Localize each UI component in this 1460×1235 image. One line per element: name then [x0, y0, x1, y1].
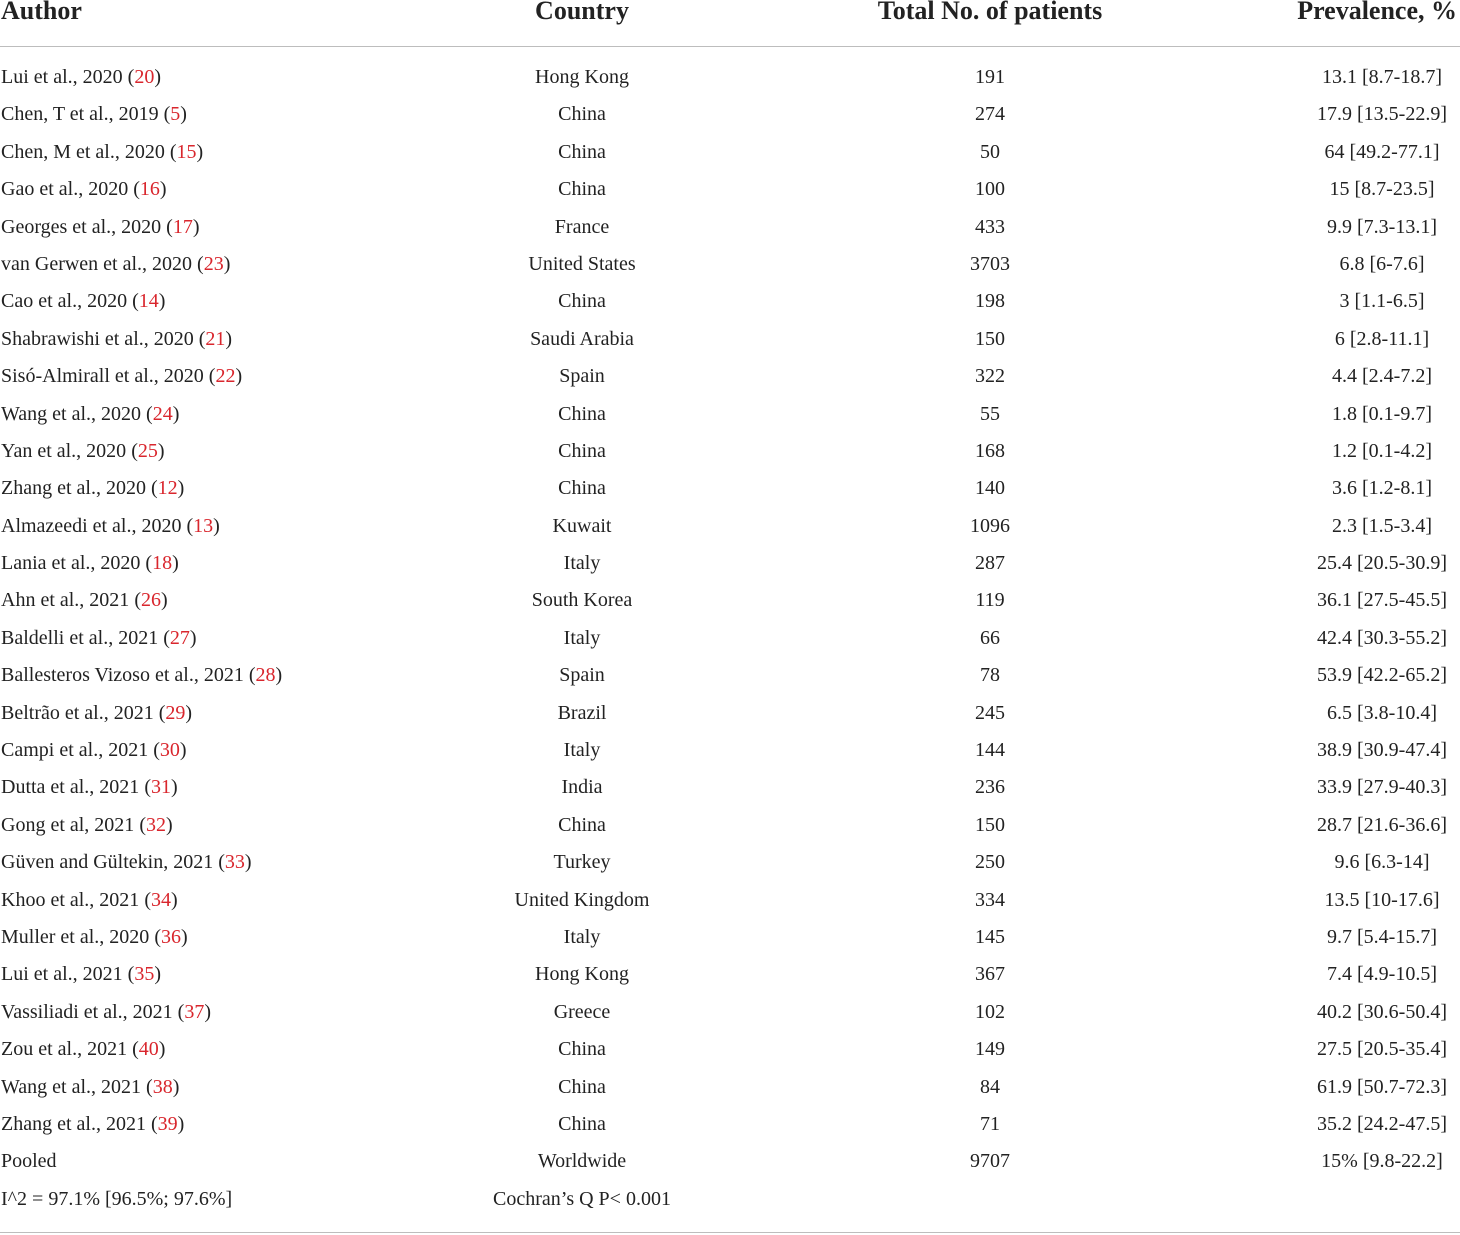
reference-link[interactable]: 26: [140, 589, 161, 612]
cell-country: Italy: [563, 552, 601, 575]
reference-link[interactable]: 18: [152, 552, 173, 575]
cell-total-patients: 367: [975, 963, 1005, 986]
cell-total-patients: 78: [980, 664, 1000, 687]
table-row: [0, 433, 1460, 470]
table-row: [0, 582, 1460, 619]
cell-total-patients: 66: [980, 626, 1000, 649]
cell-prevalence: 3 [1.1-6.5]: [1339, 290, 1425, 313]
cell-total-patients: 150: [975, 813, 1005, 836]
author-name: Chen, M et al., 2020: [1, 140, 165, 163]
cell-country: Saudi Arabia: [530, 327, 634, 350]
cell-country: Cochran’s Q P< 0.001: [493, 1187, 671, 1210]
cell-total-patients: 250: [975, 851, 1005, 874]
cell-author: Shabrawishi et al., 2020 (21): [1, 327, 233, 350]
cell-prevalence: 42.4 [30.3-55.2]: [1317, 626, 1447, 649]
cell-total-patients: 236: [975, 776, 1005, 799]
cell-author: Khoo et al., 2021 (34): [1, 888, 178, 911]
reference-link[interactable]: 35: [134, 963, 155, 986]
author-name: Almazeedi et al., 2020: [1, 514, 182, 537]
author-name: Wang et al., 2021: [1, 1075, 142, 1098]
author-name: Pooled: [1, 1150, 57, 1173]
author-name: Gao et al., 2020: [1, 178, 129, 201]
cell-country: China: [558, 1038, 606, 1061]
reference-link[interactable]: 17: [172, 215, 193, 238]
cell-author: Vassiliadi et al., 2021 (37): [1, 1000, 211, 1023]
author-name: Zou et al., 2021: [1, 1038, 128, 1061]
reference-link[interactable]: 22: [215, 365, 236, 388]
cell-total-patients: 84: [980, 1075, 1000, 1098]
cell-author: Güven and Gültekin, 2021 (33): [1, 851, 252, 874]
table-row: [0, 171, 1460, 208]
cell-prevalence: 1.2 [0.1-4.2]: [1332, 439, 1432, 462]
reference-link[interactable]: 40: [138, 1038, 159, 1061]
table-row: [0, 732, 1460, 769]
cell-prevalence: 2.3 [1.5-3.4]: [1332, 514, 1432, 537]
cell-prevalence: 15 [8.7-23.5]: [1329, 178, 1435, 201]
cell-author: [1, 1181, 232, 1218]
cell-total-patients: 71: [980, 1112, 1000, 1135]
table-row: [0, 882, 1460, 919]
author-name: Muller et al., 2020: [1, 925, 150, 948]
cell-country: China: [558, 1112, 606, 1135]
cell-prevalence: 9.6 [6.3-14]: [1334, 851, 1430, 874]
cell-author: Wang et al., 2021 (38): [1, 1075, 180, 1098]
cell-prevalence: 4.4 [2.4-7.2]: [1332, 365, 1432, 388]
cell-author: Sisó-Almirall et al., 2020 (22): [1, 365, 243, 388]
cell-country: Kuwait: [552, 514, 612, 537]
cell-prevalence: 35.2 [24.2-47.5]: [1317, 1112, 1447, 1135]
table-body: [0, 59, 1460, 1218]
cell-country: Spain: [559, 664, 605, 687]
cell-total-patients: 55: [980, 402, 1000, 425]
cell-author: Zhang et al., 2020 (12): [1, 477, 185, 500]
reference-link[interactable]: 23: [203, 252, 224, 275]
cell-country: Hong Kong: [535, 66, 629, 88]
author-name: Lania et al., 2020: [1, 552, 141, 575]
cell-country: China: [558, 477, 606, 500]
cell-country: China: [558, 439, 606, 462]
cell-author: Lui et al., 2021 (35): [1, 963, 161, 986]
cell-prevalence: 13.5 [10-17.6]: [1324, 888, 1440, 911]
cell-total-patients: 274: [975, 103, 1005, 126]
cell-prevalence: 17.9 [13.5-22.9]: [1317, 103, 1447, 126]
reference-link[interactable]: 25: [137, 439, 158, 462]
cell-total-patients: 140: [975, 477, 1005, 500]
table-row: [0, 1069, 1460, 1106]
table-row: [0, 246, 1460, 283]
cell-country: Brazil: [557, 701, 607, 724]
cell-prevalence: 9.7 [5.4-15.7]: [1327, 925, 1437, 948]
cell-country: Spain: [559, 365, 605, 388]
author-name: Khoo et al., 2021: [1, 888, 140, 911]
cell-country: Greece: [553, 1000, 611, 1023]
reference-link[interactable]: 12: [157, 477, 178, 500]
reference-link[interactable]: 27: [169, 626, 190, 649]
cell-total-patients: 50: [980, 140, 1000, 163]
cell-author: Yan et al., 2020 (25): [1, 439, 165, 462]
cell-country: Italy: [563, 925, 601, 948]
reference-link[interactable]: 21: [205, 327, 226, 350]
table-row: [0, 994, 1460, 1031]
table-row: [0, 209, 1460, 246]
cell-country: Hong Kong: [535, 963, 629, 986]
author-name: Dutta et al., 2021: [1, 776, 140, 799]
cell-country: United States: [528, 252, 636, 275]
cell-prevalence: 64 [49.2-77.1]: [1324, 140, 1440, 163]
cell-prevalence: 6.8 [6-7.6]: [1339, 252, 1425, 275]
author-name: Ahn et al., 2021: [1, 589, 130, 612]
table-bottom-rule: [0, 1232, 1460, 1233]
cell-author: Lania et al., 2020 (18): [1, 552, 179, 575]
table-row: [0, 956, 1460, 993]
cell-prevalence: 6 [2.8-11.1]: [1334, 327, 1430, 350]
reference-link[interactable]: 37: [184, 1000, 205, 1023]
author-name: Shabrawishi et al., 2020: [1, 327, 194, 350]
cell-country: China: [558, 103, 606, 126]
reference-link[interactable]: 32: [145, 813, 166, 836]
reference-link[interactable]: 30: [159, 739, 180, 762]
table-row: [0, 1031, 1460, 1068]
cell-total-patients: 150: [975, 327, 1005, 350]
cell-author: Zou et al., 2021 (40): [1, 1038, 166, 1061]
cell-country: China: [558, 1075, 606, 1098]
cell-country: Turkey: [553, 851, 611, 874]
cell-country: India: [561, 776, 603, 799]
cell-prevalence: 53.9 [42.2-65.2]: [1317, 664, 1447, 687]
cell-author: Cao et al., 2020 (14): [1, 290, 166, 313]
cell-total-patients: 149: [975, 1038, 1005, 1061]
author-name: I^2 = 97.1% [96.5%; 97.6%]: [1, 1187, 233, 1210]
cell-author: Wang et al., 2020 (24): [1, 402, 180, 425]
author-name: Güven and Gültekin, 2021: [1, 851, 214, 874]
table-row: [0, 283, 1460, 320]
header-author: Author: [1, 0, 82, 25]
cell-total-patients: 334: [975, 888, 1005, 911]
cell-prevalence: 9.9 [7.3-13.1]: [1327, 215, 1437, 238]
table-row: [0, 1143, 1460, 1180]
cell-prevalence: 15% [9.8-22.2]: [1321, 1150, 1443, 1173]
table-row: [0, 358, 1460, 395]
cell-country: China: [558, 290, 606, 313]
cell-total-patients: 433: [975, 215, 1005, 238]
table-row: [0, 545, 1460, 582]
cell-total-patients: 287: [975, 552, 1005, 575]
reference-link[interactable]: 16: [139, 178, 160, 201]
cell-author: Zhang et al., 2021 (39): [1, 1112, 185, 1135]
cell-total-patients: 9707: [970, 1150, 1010, 1173]
cell-prevalence: 38.9 [30.9-47.4]: [1317, 739, 1447, 762]
reference-link[interactable]: 28: [255, 664, 276, 687]
author-name: Yan et al., 2020: [1, 439, 127, 462]
cell-author: Georges et al., 2020 (17): [1, 215, 200, 238]
table-row: [0, 1181, 1460, 1218]
cell-total-patients: 119: [975, 589, 1005, 612]
table-row: [0, 844, 1460, 881]
cell-prevalence: 28.7 [21.6-36.6]: [1317, 813, 1447, 836]
table-row: [0, 1106, 1460, 1143]
cell-author: Dutta et al., 2021 (31): [1, 776, 178, 799]
cell-prevalence: 27.5 [20.5-35.4]: [1317, 1038, 1447, 1061]
cell-prevalence: 40.2 [30.6-50.4]: [1317, 1000, 1447, 1023]
author-name: Vassiliadi et al., 2021: [1, 1000, 173, 1023]
table-row: [0, 59, 1460, 96]
cell-author: [1, 1143, 57, 1180]
table-row: [0, 508, 1460, 545]
cell-country: France: [554, 215, 610, 238]
cell-country: China: [558, 402, 606, 425]
cell-total-patients: 145: [975, 925, 1005, 948]
table-row: [0, 134, 1460, 171]
cell-prevalence: 61.9 [50.7-72.3]: [1317, 1075, 1447, 1098]
cell-total-patients: 168: [975, 439, 1005, 462]
table-row: [0, 396, 1460, 433]
author-name: Zhang et al., 2020: [1, 477, 146, 500]
cell-prevalence: 13.1 [8.7-18.7]: [1322, 66, 1442, 88]
cell-author: Muller et al., 2020 (36): [1, 925, 188, 948]
cell-total-patients: 1096: [970, 514, 1010, 537]
cell-author: Chen, M et al., 2020 (15): [1, 140, 204, 163]
author-name: Beltrão et al., 2021: [1, 701, 154, 724]
cell-prevalence: 3.6 [1.2-8.1]: [1332, 477, 1432, 500]
cell-prevalence: 33.9 [27.9-40.3]: [1317, 776, 1447, 799]
cell-country: China: [558, 140, 606, 163]
cell-country: Italy: [563, 626, 601, 649]
author-name: Cao et al., 2020: [1, 290, 128, 313]
author-name: Ballesteros Vizoso et al., 2021: [1, 664, 244, 687]
cell-country: China: [558, 178, 606, 201]
reference-link[interactable]: 34: [150, 888, 171, 911]
table-row: [0, 657, 1460, 694]
cell-prevalence: 6.5 [3.8-10.4]: [1327, 701, 1437, 724]
cell-country: South Korea: [531, 589, 633, 612]
cell-prevalence: 25.4 [20.5-30.9]: [1317, 552, 1447, 575]
author-name: Lui et al., 2020: [1, 66, 123, 88]
reference-link[interactable]: 14: [138, 290, 159, 313]
cell-total-patients: 100: [975, 178, 1005, 201]
cell-total-patients: 3703: [970, 252, 1010, 275]
author-name: Wang et al., 2020: [1, 402, 142, 425]
reference-link[interactable]: 5: [170, 103, 181, 126]
table-header: [0, 0, 1460, 47]
cell-author: Gao et al., 2020 (16): [1, 178, 167, 201]
cell-author: Chen, T et al., 2019 (5): [1, 103, 187, 126]
cell-total-patients: 322: [975, 365, 1005, 388]
author-name: Zhang et al., 2021: [1, 1112, 146, 1135]
author-name: Chen, T et al., 2019: [1, 103, 159, 126]
cell-author: Gong et al, 2021 (32): [1, 813, 173, 836]
header-total-patients: Total No. of patients: [877, 0, 1103, 25]
cell-total-patients: 198: [975, 290, 1005, 313]
cell-author: Almazeedi et al., 2020 (13): [1, 514, 220, 537]
reference-link[interactable]: 13: [193, 514, 214, 537]
reference-link[interactable]: 15: [176, 140, 197, 163]
cell-country: Worldwide: [537, 1150, 627, 1173]
cell-prevalence: 36.1 [27.5-45.5]: [1317, 589, 1447, 612]
cell-total-patients: 191: [975, 66, 1005, 88]
table-row: [0, 807, 1460, 844]
cell-prevalence: 7.4 [4.9-10.5]: [1327, 963, 1437, 986]
author-name: Georges et al., 2020: [1, 215, 162, 238]
cell-author: Baldelli et al., 2021 (27): [1, 626, 197, 649]
cell-author: Ballesteros Vizoso et al., 2021 (28): [1, 664, 283, 687]
author-name: van Gerwen et al., 2020: [1, 252, 193, 275]
cell-total-patients: 245: [975, 701, 1005, 724]
table-row: [0, 919, 1460, 956]
table-row: [0, 470, 1460, 507]
header-prevalence: Prevalence, %: [1297, 0, 1457, 25]
cell-author: Beltrão et al., 2021 (29): [1, 701, 193, 724]
cell-author: Ahn et al., 2021 (26): [1, 589, 168, 612]
cell-author: Campi et al., 2021 (30): [1, 739, 187, 762]
header-country: Country: [535, 0, 629, 25]
table-row: [0, 321, 1460, 358]
reference-link[interactable]: 39: [157, 1112, 178, 1135]
author-name: Gong et al, 2021: [1, 813, 135, 836]
author-name: Lui et al., 2021: [1, 963, 123, 986]
reference-link[interactable]: 29: [165, 701, 186, 724]
cell-country: Italy: [563, 739, 601, 762]
cell-total-patients: 102: [975, 1000, 1005, 1023]
table-row: [0, 620, 1460, 657]
reference-link[interactable]: 24: [152, 402, 173, 425]
cell-total-patients: 144: [975, 739, 1005, 762]
cell-author: van Gerwen et al., 2020 (23): [1, 252, 231, 275]
author-name: Sisó-Almirall et al., 2020: [1, 365, 204, 388]
reference-link[interactable]: 20: [134, 66, 155, 88]
reference-link[interactable]: 38: [152, 1075, 173, 1098]
table-row: [0, 695, 1460, 732]
author-name: Baldelli et al., 2021: [1, 626, 159, 649]
reference-link[interactable]: 36: [160, 925, 181, 948]
cell-author: Lui et al., 2020 (20): [1, 66, 161, 88]
reference-link[interactable]: 33: [224, 851, 245, 874]
author-name: Campi et al., 2021: [1, 739, 149, 762]
table-row: [0, 769, 1460, 806]
cell-country: China: [558, 813, 606, 836]
reference-link[interactable]: 31: [150, 776, 171, 799]
cell-prevalence: 1.8 [0.1-9.7]: [1332, 402, 1432, 425]
cell-country: United Kingdom: [514, 888, 650, 911]
table-row: [0, 96, 1460, 133]
